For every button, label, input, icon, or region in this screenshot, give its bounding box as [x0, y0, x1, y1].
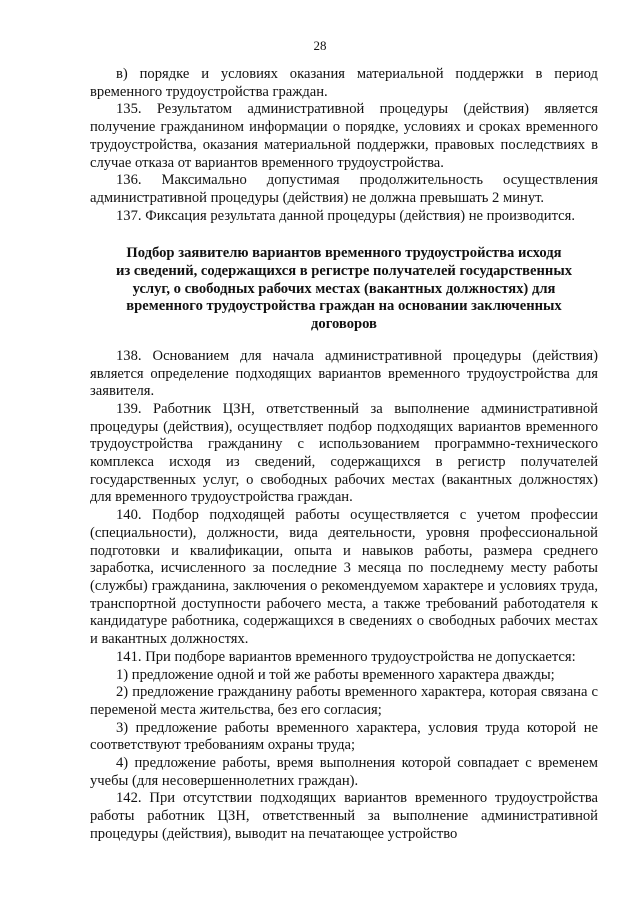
paragraph-140: 140. Подбор подходящей работы осуществляется с учетом профессии (специальности), должности, вида деятельности, уровня профессиональной подготовки и квалификации, опыта и навыков работы, размера среднего заработка, исчисленного за последние 3 месяца по последнему месту работы (службы) гражданина, заключения о рекомендуемом характере и условиях труда, транспортной доступности рабочего места, а также требований работодателя к кандидатуре работника, содержащихся в сведениях о свободных рабочих местах и вакантных должностях. — [90, 507, 598, 648]
section-heading-line: из сведений, содержащихся в регистре получателей государственных — [115, 263, 573, 280]
section-heading-line: услуг, о свободных рабочих местах (вакантных должностях) для — [132, 280, 556, 297]
page-number: 28 — [313, 38, 327, 53]
list-item-3: 3) предложение работы временного характера, условия труда которой не соответствуют требованиям охраны труда; — [90, 719, 598, 754]
paragraph-138: 138. Основанием для начала административной процедуры (действия) является определение подходящих вариантов временного трудоустройства для заявителя. — [90, 347, 598, 400]
paragraph-142: 142. При отсутствии подходящих вариантов временного трудоустройства работы работник ЦЗН, ответственный за выполнение административной процедуры (действия), выводит на печатающее устройство — [90, 790, 598, 842]
section-heading — [90, 245, 598, 334]
list-item-1: 1) предложение одной и той же работы временного характера дважды; — [116, 666, 555, 683]
paragraph-137: 137. Фиксация результата данной процедуры (действия) не производится. — [116, 207, 575, 224]
section-heading-line: договоров — [311, 316, 377, 333]
list-item-4: 4) предложение работы, время выполнения которой совпадает с временем учебы (для несовершеннолетних граждан). — [90, 755, 598, 789]
section-heading-line: Подбор заявителю вариантов временного трудоустройства исходя — [126, 245, 562, 262]
document-body — [90, 66, 598, 844]
section-heading-line: временного трудоустройства граждан на основании заключенных — [126, 298, 562, 315]
paragraph-136: 136. Максимально допустимая продолжительность осуществления административной процедуры (действия) не должна превышать 2 минут. — [90, 172, 598, 206]
list-item-2: 2) предложение гражданину работы временного характера, которая связана с переменой места жительства, без его согласия; — [90, 684, 598, 718]
paragraph-141: 141. При подборе вариантов временного трудоустройства не допускается: — [116, 648, 576, 665]
paragraph-139: 139. Работник ЦЗН, ответственный за выполнение административной процедуры (действия), осуществляет подбор подходящих вариантов временного трудоустройства гражданину с использованием программно-технического комплекса исходя из сведений, содержащихся в регистр получателей государственных услуг, о свободных рабочих местах (вакантных должностях) для временного трудоустройства граждан. — [90, 400, 598, 506]
paragraph-135: 135. Результатом административной процедуры (действия) является получение гражданином информации о порядке, условиях и сроках временного трудоустройства, оказания материальной поддержки, правовых последствиях в случае отказа от вариантов временного трудоустройства. — [90, 101, 598, 171]
paragraph: в) порядке и условиях оказания материальной поддержки в период временного трудоустройства граждан. — [90, 66, 598, 100]
